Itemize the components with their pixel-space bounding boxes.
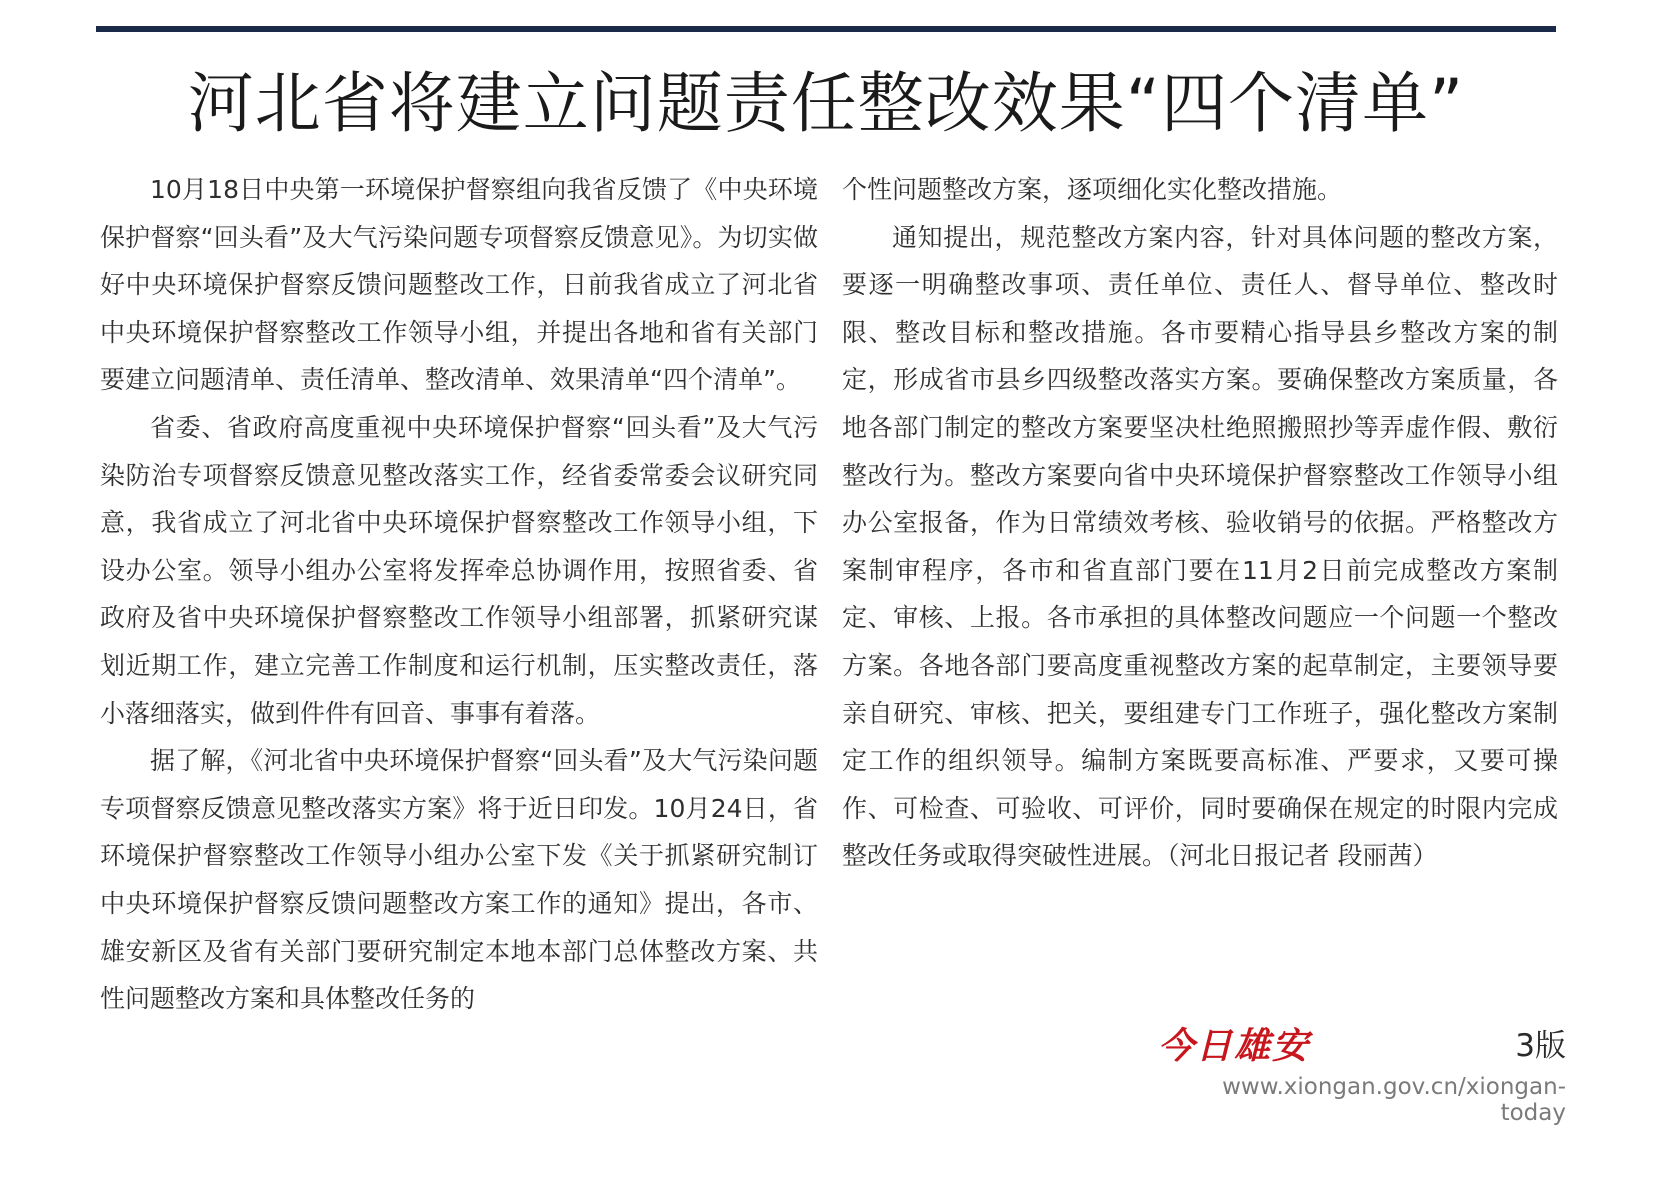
page-number: 3版 [1515,1028,1566,1064]
site-url: www.xiongan.gov.cn/xiongan-today [1222,1074,1566,1126]
paragraph: 据了解，《河北省中央环境保护督察“回头看”及大气污染问题专项督察反馈意见整改落实方案》将于近日印发。10月24日，省环境保护督察整改工作领导小组办公室下发《关于抓紧研究制订中央环境保护督察反馈问题整改方案工作的通知》提出，各市、雄安新区及省有关部门要研究制定本地本部门总体整改方案、共性问题整改方案和具体整改任务的 [100,746,818,1014]
top-divider [96,26,1556,32]
paragraph: 通知提出，规范整改方案内容，针对具体问题的整改方案，要逐一明确整改事项、责任单位、责任人、督导单位、整改时限、整改目标和整改措施。各市要精心指导县乡整改方案的制定，形成省市县乡四级整改落实方案。要确保整改方案质量，各地各部门制定的整改方案要坚决杜绝照搬照抄等弄虚作假、敷衍整改行为。整改方案要向省中央环境保护督察整改工作领导小组办公室报备，作为日常绩效考核、验收销号的依据。严格整改方案制审程序，各市和省直部门要在11月2日前完成整改方案制定、审核、上报。各市承担的具体整改问题应一个问题一个整改方案。各地各部门要高度重视整改方案的起草制定，主要领导要亲自研究、审核、把关，要组建专门工作班子，强化整改方案制定工作的组织领导。编制方案既要高标准、严要求，又要可操作、可检查、可验收、可评价，同时要确保在规定的时限内完成整改任务或取得突破性进展。（河北日报记者 段丽茜） [842,222,1558,871]
xiongan-today-logo: 今日雄安 [1158,1025,1311,1067]
paragraph: 省委、省政府高度重视中央环境保护督察“回头看”及大气污染防治专项督察反馈意见整改落实工作，经省委常委会议研究同意，我省成立了河北省中央环境保护督察整改工作领导小组，下设办公室。领导小组办公室将发挥牵总协调作用，按照省委、省政府及省中央环境保护督察整改工作领导小组部署，抓紧研究谋划近期工作，建立完善工作制度和运行机制，压实整改责任，落小落细落实，做到件件有回音、事事有着落。 [100,412,818,728]
paragraph-continuation: 个性问题整改方案，逐项细化实化整改措施。 [842,175,1343,204]
article-headline: 河北省将建立问题责任整改效果“四个清单” [187,65,1465,142]
left-column [100,166,818,1023]
right-column [842,166,1558,880]
paragraph: 10月18日中央第一环境保护督察组向我省反馈了《中央环境保护督察“回头看”及大气污染问题专项督察反馈意见》。为切实做好中央环境保护督察反馈问题整改工作，日前我省成立了河北省中央环境保护督察整改工作领导小组，并提出各地和省有关部门要建立问题清单、责任清单、整改清单、效果清单“四个清单”。 [100,175,818,395]
